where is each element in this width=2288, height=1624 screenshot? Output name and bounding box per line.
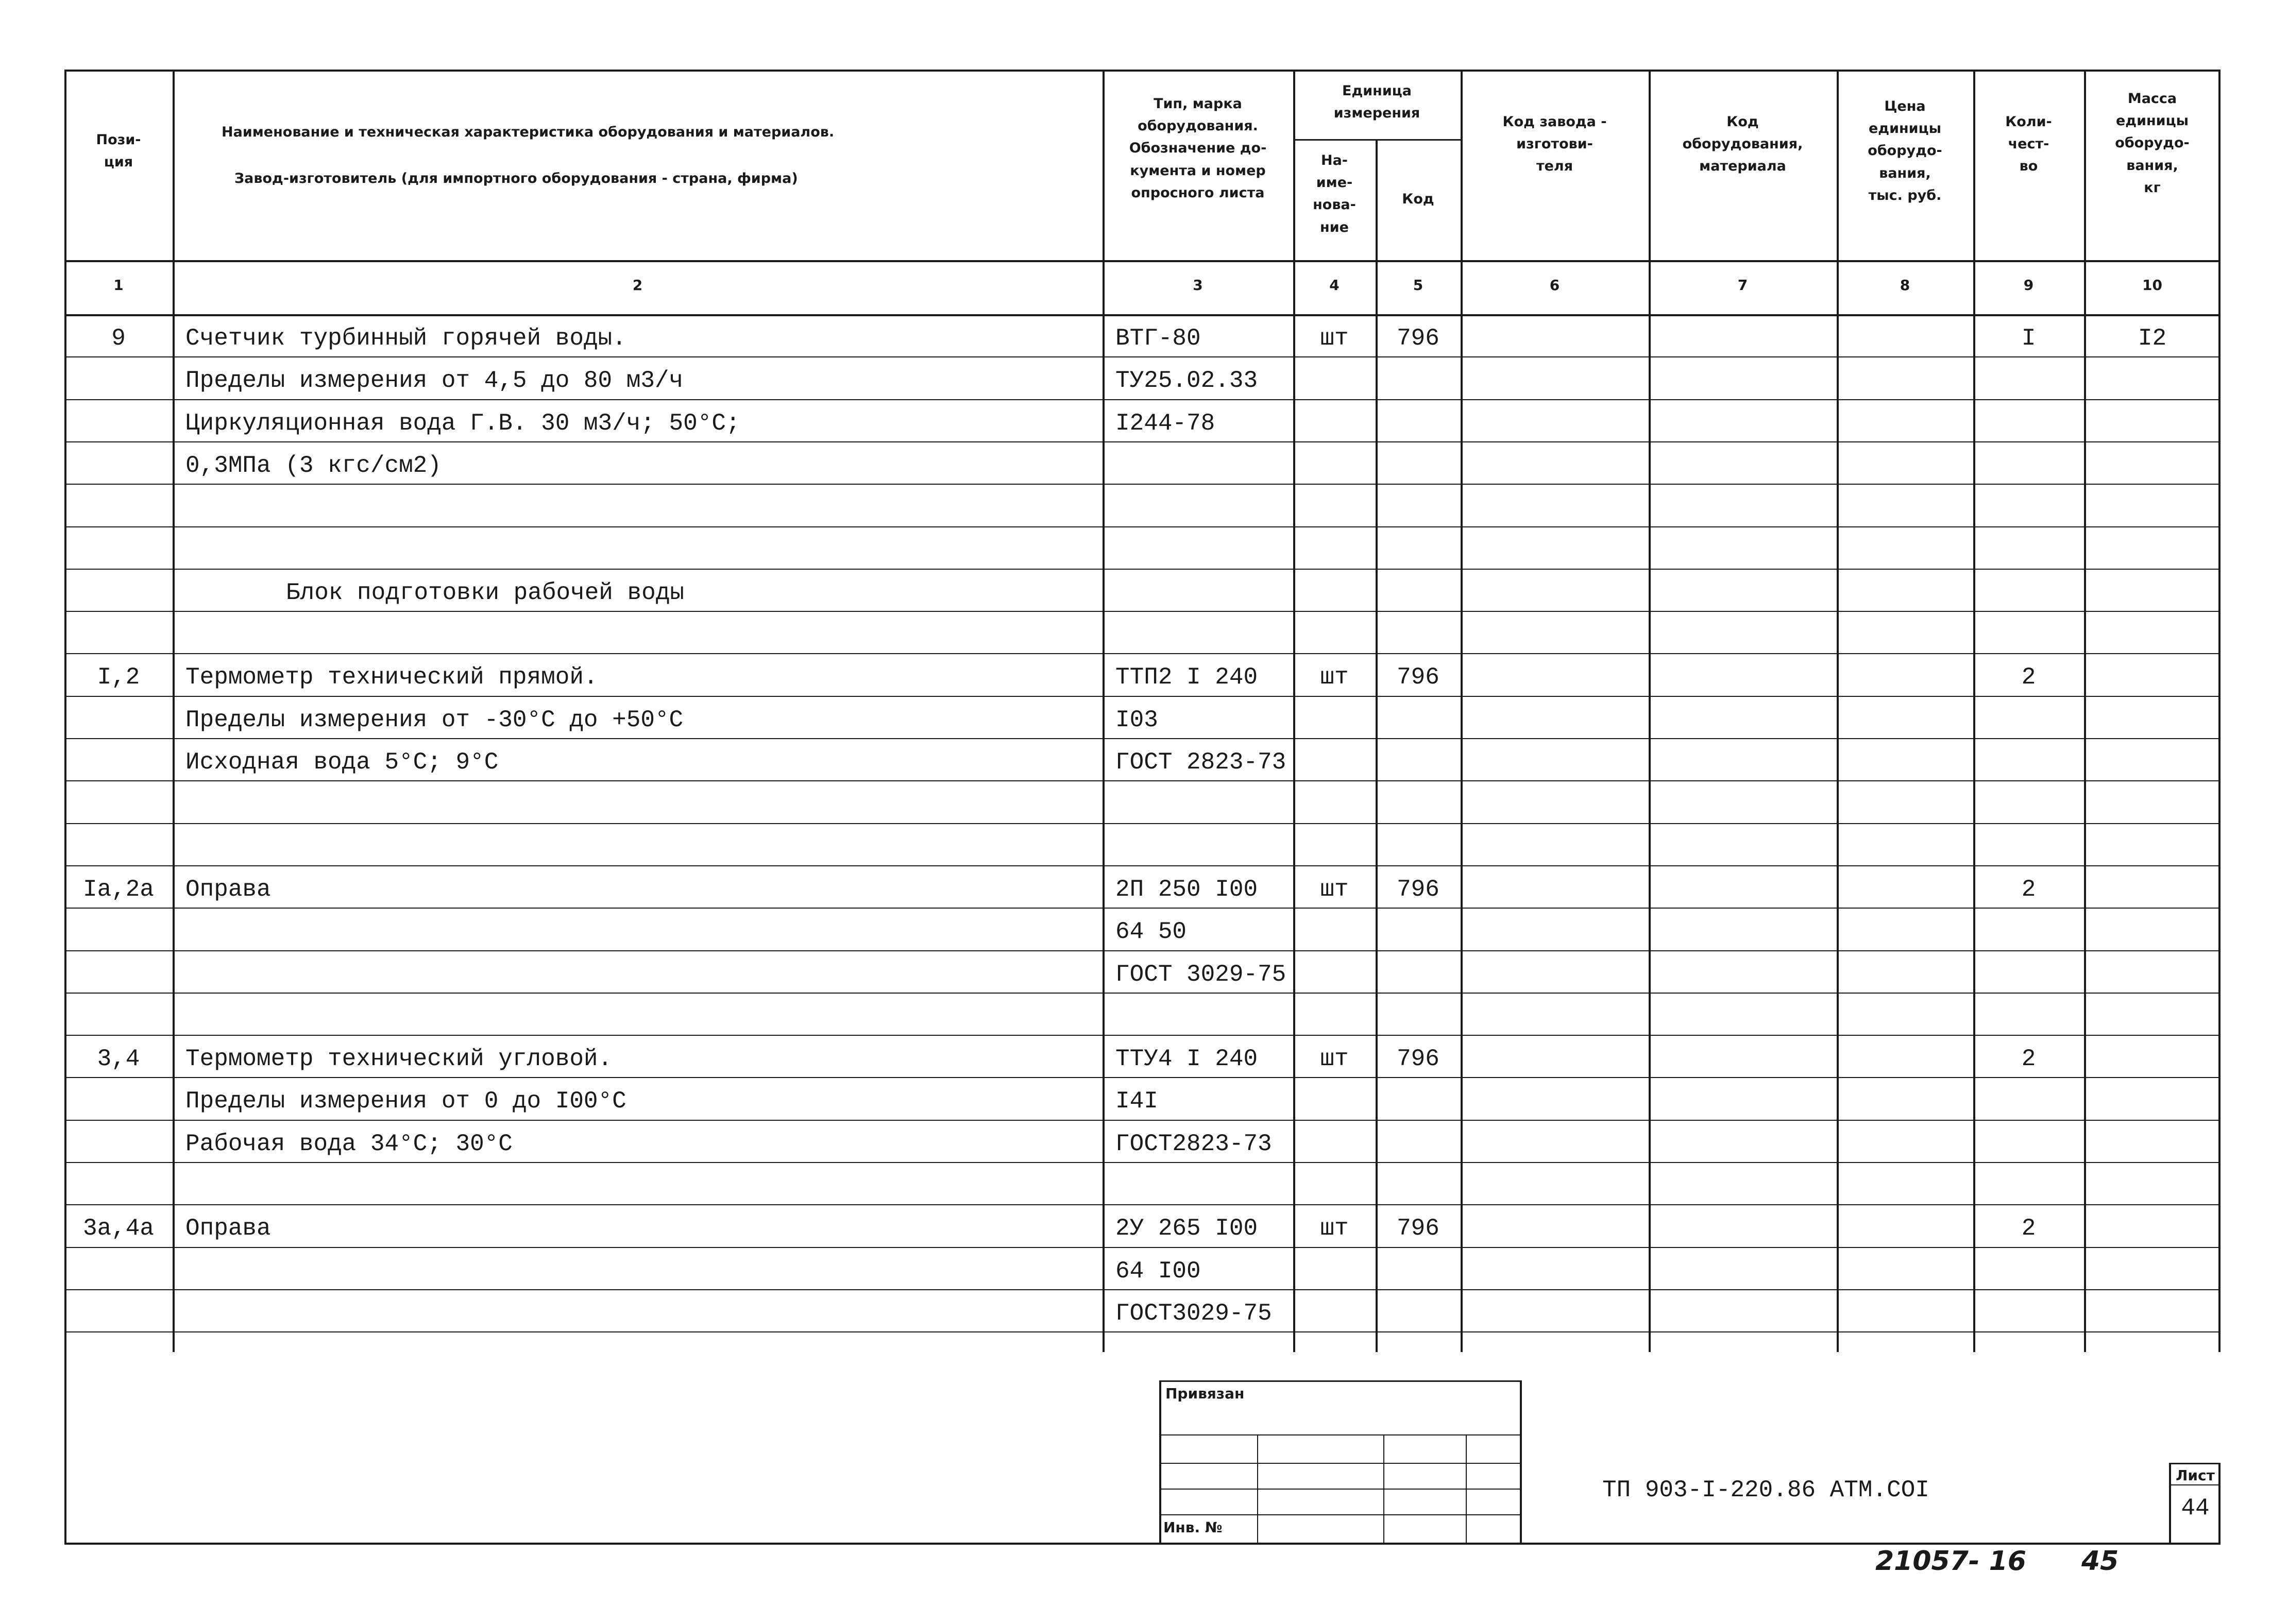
column-header-mass: Масса единицы оборудо- вания, кг bbox=[2115, 91, 2190, 196]
column-numbers-rule bbox=[64, 314, 2221, 316]
column-divider bbox=[1649, 70, 1651, 1352]
row-name: Термометр технический прямой. bbox=[185, 664, 598, 691]
column-header-name-line1: Наименование и техническая характеристика оборудования и материалов. bbox=[222, 124, 835, 140]
column-number: 4 bbox=[1329, 277, 1340, 294]
list-box-top-rule bbox=[2169, 1463, 2221, 1464]
column-divider bbox=[1461, 70, 1463, 1352]
row-quantity: 2 bbox=[2021, 664, 2036, 691]
column-number: 10 bbox=[2142, 277, 2162, 294]
row-rule bbox=[64, 611, 2221, 612]
sheet-number: 44 bbox=[2181, 1495, 2210, 1522]
header-bottom-rule bbox=[64, 260, 2221, 262]
column-number: 2 bbox=[632, 277, 643, 294]
sheet-bottom-border bbox=[64, 1543, 2221, 1545]
row-position: I,2 bbox=[97, 664, 140, 691]
row-name: 0,3МПа (3 кгс/см2) bbox=[185, 452, 442, 479]
row-name: Пределы измерения от -30°С до +50°С bbox=[185, 707, 684, 733]
row-type: 2У 265 I00 bbox=[1115, 1215, 1258, 1242]
row-unit: шт bbox=[1320, 325, 1349, 352]
row-quantity: I bbox=[2021, 325, 2036, 352]
stamp-left-border bbox=[1159, 1380, 1161, 1543]
column-header-unit: Единица измерения bbox=[1333, 83, 1420, 122]
row-type: 2П 250 I00 bbox=[1115, 876, 1258, 903]
row-type: ГОСТ 3029-75 bbox=[1115, 961, 1286, 988]
row-rule bbox=[64, 399, 2221, 400]
column-header-unit-code: Код bbox=[1402, 191, 1434, 207]
column-number: 5 bbox=[1413, 277, 1423, 294]
row-rule bbox=[64, 441, 2221, 442]
stamp-column-rule bbox=[1383, 1434, 1384, 1543]
row-rule bbox=[64, 1035, 2221, 1036]
column-header-price: Цена единицы оборудо- вания, тыс. руб. bbox=[1868, 98, 1942, 203]
column-header-unit-name: На- име- нова- ние bbox=[1313, 152, 1356, 235]
stamp-right-border bbox=[1520, 1380, 1522, 1543]
column-divider bbox=[173, 70, 175, 1352]
row-mass: I2 bbox=[2138, 325, 2167, 352]
column-header-equipment-code: Код оборудования, материала bbox=[1682, 114, 1803, 175]
stamp-top-rule bbox=[1159, 1380, 1520, 1382]
column-divider bbox=[1103, 70, 1105, 1352]
row-name: Рабочая вода 34°С; 30°С bbox=[185, 1131, 513, 1157]
row-unit: шт bbox=[1320, 876, 1349, 903]
row-unit: шт bbox=[1320, 1215, 1349, 1242]
column-number: 1 bbox=[113, 277, 124, 294]
row-rule bbox=[64, 993, 2221, 994]
row-position: Iа,2а bbox=[82, 876, 155, 903]
row-unit: шт bbox=[1320, 1046, 1349, 1072]
row-rule bbox=[64, 1204, 2221, 1205]
table-top-border bbox=[64, 70, 2221, 72]
row-name: Оправа bbox=[185, 1215, 271, 1242]
stamp-inventory-label: Инв. № bbox=[1163, 1519, 1223, 1536]
row-name: Исходная вода 5°С; 9°С bbox=[185, 749, 499, 776]
column-divider bbox=[1837, 70, 1839, 1352]
column-number: 7 bbox=[1737, 277, 1748, 294]
row-rule bbox=[64, 1077, 2221, 1078]
row-name: Блок подготовки рабочей воды bbox=[286, 579, 684, 606]
row-rule bbox=[64, 1331, 2221, 1332]
column-divider bbox=[1293, 70, 1295, 1352]
sheet-label: Лист bbox=[2176, 1467, 2215, 1484]
column-divider bbox=[1376, 139, 1378, 1352]
row-type: 64 50 bbox=[1115, 918, 1187, 945]
row-rule bbox=[64, 865, 2221, 866]
column-header-quantity: Коли- чест- во bbox=[2005, 114, 2052, 175]
row-position: 9 bbox=[111, 325, 126, 352]
row-name: Оправа bbox=[185, 876, 271, 903]
column-header-name-line2: Завод-изготовитель (для импортного оборудования - страна, фирма) bbox=[234, 170, 798, 186]
row-rule bbox=[64, 950, 2221, 951]
row-name: Пределы измерения от 0 до I00°С bbox=[185, 1088, 626, 1115]
column-divider bbox=[1973, 70, 1975, 1352]
row-position: 3,4 bbox=[97, 1046, 140, 1072]
row-rule bbox=[64, 780, 2221, 781]
stamp-column-rule bbox=[1466, 1434, 1467, 1543]
row-name: Термометр технический угловой. bbox=[185, 1046, 613, 1072]
row-unit-code: 796 bbox=[1397, 876, 1439, 903]
list-box-divider bbox=[2169, 1484, 2221, 1485]
row-rule bbox=[64, 653, 2221, 654]
row-type: I4I bbox=[1115, 1088, 1158, 1115]
row-quantity: 2 bbox=[2021, 1046, 2036, 1072]
row-name: Счетчик турбинный горячей воды. bbox=[185, 325, 626, 352]
column-divider bbox=[2084, 70, 2086, 1352]
row-unit-code: 796 bbox=[1397, 325, 1439, 352]
row-quantity: 2 bbox=[2021, 876, 2036, 903]
document-code: ТП 903-I-220.86 АТМ.СОI bbox=[1602, 1477, 1929, 1503]
page-number: 45 bbox=[2081, 1546, 2119, 1577]
row-type: ТУ25.02.33 bbox=[1115, 367, 1258, 394]
column-header-position: Пози- ция bbox=[96, 132, 141, 170]
row-rule bbox=[64, 1247, 2221, 1248]
row-type: I244-78 bbox=[1115, 410, 1215, 437]
row-type: ГОСТ 2823-73 bbox=[1115, 749, 1286, 776]
row-rule bbox=[64, 1162, 2221, 1163]
row-unit-code: 796 bbox=[1397, 664, 1439, 691]
column-number: 6 bbox=[1549, 277, 1560, 294]
row-type: ГОСТ2823-73 bbox=[1115, 1131, 1272, 1157]
stamp-column-rule bbox=[1257, 1434, 1258, 1543]
column-number: 8 bbox=[1900, 277, 1910, 294]
row-rule bbox=[64, 356, 2221, 357]
row-unit-code: 796 bbox=[1397, 1046, 1439, 1072]
row-rule bbox=[64, 738, 2221, 739]
row-type: 64 I00 bbox=[1115, 1258, 1201, 1285]
row-rule bbox=[64, 526, 2221, 527]
row-unit-code: 796 bbox=[1397, 1215, 1439, 1242]
row-type: ГОСТ3029-75 bbox=[1115, 1300, 1272, 1327]
row-name: Пределы измерения от 4,5 до 80 м3/ч bbox=[185, 367, 684, 394]
column-number: 3 bbox=[1193, 277, 1203, 294]
archive-number: 21057- 16 bbox=[1875, 1546, 2026, 1577]
row-unit: шт bbox=[1320, 664, 1349, 691]
column-header-manufacturer-code: Код завода - изготови- теля bbox=[1502, 114, 1607, 175]
row-rule bbox=[64, 908, 2221, 909]
row-type: ВТГ-80 bbox=[1115, 325, 1201, 352]
row-position: 3а,4а bbox=[82, 1215, 155, 1242]
row-rule bbox=[64, 1289, 2221, 1290]
row-name: Циркуляционная вода Г.В. 30 м3/ч; 50°С; bbox=[185, 410, 740, 437]
stamp-privyazan-label: Привязан bbox=[1165, 1385, 1245, 1402]
row-rule bbox=[64, 569, 2221, 570]
row-type: I03 bbox=[1115, 707, 1158, 733]
row-rule bbox=[64, 823, 2221, 824]
row-rule bbox=[64, 696, 2221, 697]
row-rule bbox=[64, 484, 2221, 485]
column-header-type: Тип, марка оборудования. Обозначение до- кумента и номер опросного листа bbox=[1129, 96, 1267, 201]
row-type: ТТП2 I 240 bbox=[1115, 664, 1258, 691]
row-quantity: 2 bbox=[2021, 1215, 2036, 1242]
row-rule bbox=[64, 1120, 2221, 1121]
column-number: 9 bbox=[2023, 277, 2034, 294]
row-type: ТТУ4 I 240 bbox=[1115, 1046, 1258, 1072]
